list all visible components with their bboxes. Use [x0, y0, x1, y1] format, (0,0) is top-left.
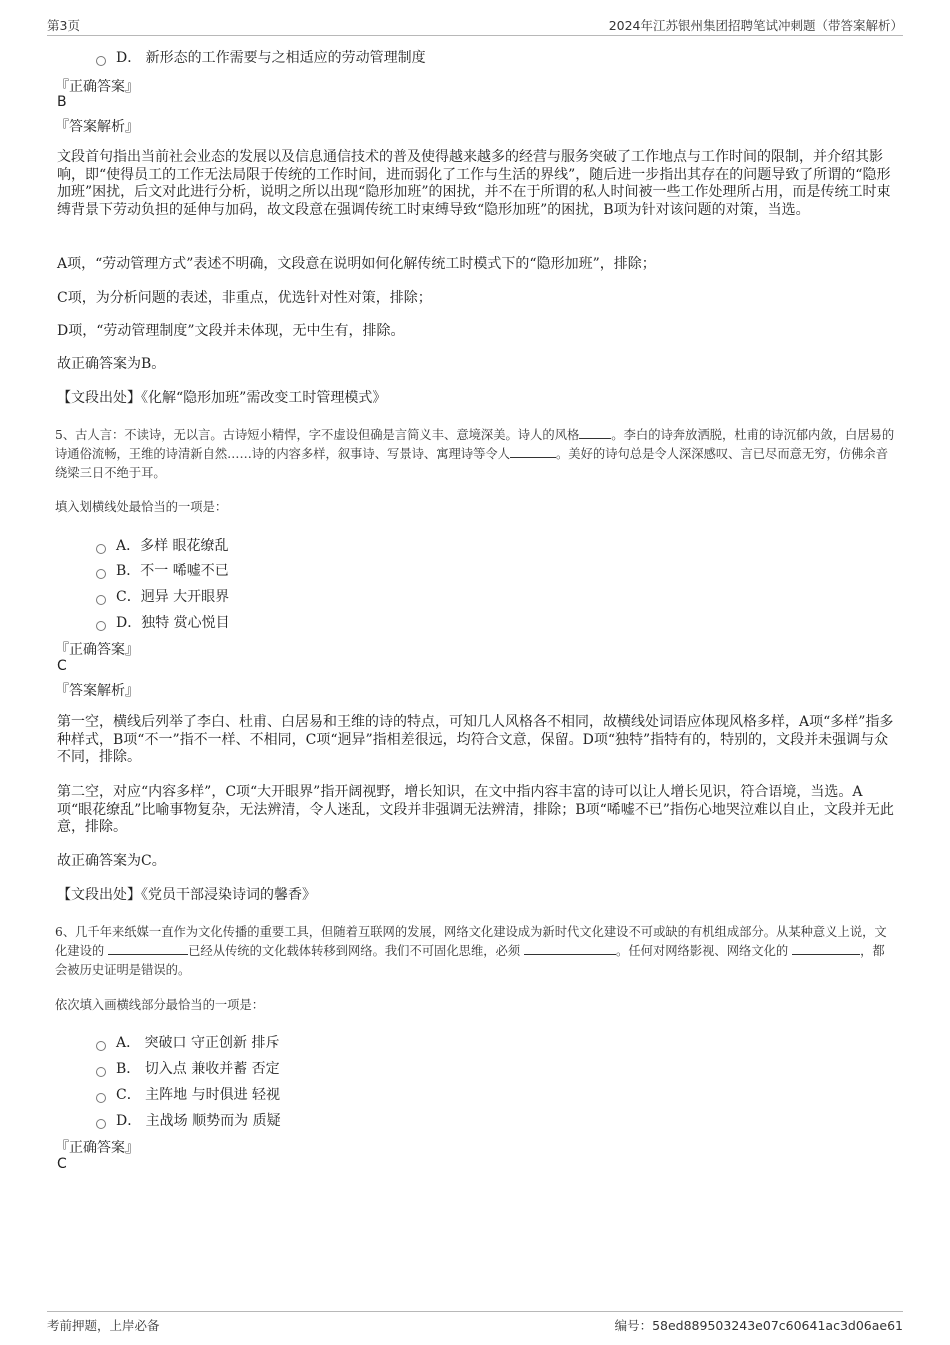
q4-answer: B [57, 94, 67, 110]
q4-analysis-para3: C项，为分析问题的表述，非重点，优选针对性对策，排除； [57, 290, 432, 306]
q5-analysis-para2: 第二空，对应“内容多样”，C项“大开眼界”指开阔视野，增长知识，在文中指内容丰富的诗可以让人增长见识，符合语境，当选。A项“眼花缭乱”比喻事物复杂，无法辨清，令人迷乱，文段并非强调无法辨清，排除；B项“唏嘘不已”指伤心地哭泣难以自止，文段并无此意，排除。 [57, 784, 894, 835]
q6-option-d-label: D． 主战场 顺势而为 质疑 [116, 1113, 281, 1129]
q6-stem [55, 923, 897, 980]
q5-source [57, 887, 897, 905]
q5-analysis-label: 『答案解析』 [55, 683, 139, 699]
q4-analysis-para2: A项，“劳动管理方式”表述不明确，文段意在说明如何化解传统工时模式下的“隐形加班”，排除； [57, 256, 656, 272]
q4-correct-answer-label: 『正确答案』 [55, 79, 139, 95]
q6-answer: C [57, 1156, 67, 1172]
q5-option-d[interactable] [96, 612, 230, 632]
q4-analysis-para4: D项，“劳动管理制度”文段并未体现，无中生有，排除。 [57, 323, 405, 339]
q6-option-c[interactable] [96, 1084, 280, 1104]
q5-option-b[interactable] [96, 560, 229, 580]
page-footer [47, 1311, 903, 1334]
q5-option-a[interactable] [96, 535, 229, 555]
page-header [47, 13, 903, 36]
q5-option-d-label: D．独特 赏心悦目 [116, 615, 230, 631]
q6-stem-part2: 已经从传统的文化载体转移到网络。我们不可固化思维，必须 [188, 944, 525, 958]
q6-option-b[interactable] [96, 1058, 280, 1078]
q5-stem-part2: 。李白的诗奔放洒脱，杜甫的诗沉郁内敛，白居易的诗通俗流畅，王维的诗清新自然……诗的内容多样，叙事诗、写景诗、寓理诗等令人 [55, 428, 895, 461]
q5-source-prefix: 【文段出处】 [57, 887, 141, 903]
q5-answer: C [57, 658, 67, 674]
footer-slogan: 考前押题，上岸必备 [47, 1318, 160, 1333]
q4-source [57, 390, 897, 408]
q4-analysis-label: 『答案解析』 [55, 119, 139, 135]
radio-icon[interactable] [96, 1119, 106, 1129]
q5-option-c-label: C．迥异 大开眼界 [116, 589, 230, 605]
q6-option-a-label: A． 突破口 守正创新 排斥 [116, 1035, 280, 1051]
page-number: 第3页 [47, 18, 80, 33]
radio-icon[interactable] [96, 1041, 106, 1051]
q6-correct-answer-label: 『正确答案』 [55, 1140, 139, 1156]
q5-option-b-label: B．不一 唏嘘不已 [116, 563, 229, 579]
q6-blank-1 [108, 942, 188, 955]
q5-stem [55, 426, 897, 483]
q6-option-c-label: C． 主阵地 与时俱进 轻视 [116, 1087, 281, 1103]
q4-source-prefix: 【文段出处】 [57, 390, 141, 406]
q4-option-d-label: D． 新形态的工作需要与之相适应的劳动管理制度 [116, 50, 426, 66]
q6-option-d[interactable] [96, 1110, 281, 1130]
radio-icon[interactable] [96, 1093, 106, 1103]
radio-icon[interactable] [96, 595, 106, 605]
radio-icon[interactable] [96, 621, 106, 631]
q4-option-d[interactable] [96, 47, 426, 67]
q5-stem-part3: 。美好的诗句总是令人深深感叹、言已尽而意无穷，仿佛余音绕梁三日不绝于耳。 [55, 447, 889, 480]
document-title: 2024年江苏银州集团招聘笔试冲刺题（带答案解析） [608, 18, 903, 33]
q6-prompt: 依次填入画横线部分最恰当的一项是： [55, 998, 265, 1012]
q4-analysis-para1: 文段首句指出当前社会业态的发展以及信息通信技术的普及使得越来越多的经营与服务突破了工作地点与工作时间的限制，并介绍其影响，即“使得员工的工作无法局限于传统的工作时间，进而弱化了工作与生活的界线”，随后进一步指出其存在的问题导致了所谓的“隐形加班”困扰，后文对此进行分析，说明之所以出现“隐形加班”的困扰，并不在于所谓的私人时间被一些工作处理所占用，而是传统工时束缚背景下劳动负担的延伸与加码，故文段意在强调传统工时束缚导致“隐形加班”的困扰，B项为针对该问题的对策，当选。 [57, 149, 891, 218]
q5-stem-part1: 5、古人言：不读诗，无以言。古诗短小精悍，字不虚设但确是言简义丰、意境深美。诗人的风格 [55, 428, 580, 442]
radio-icon[interactable] [96, 1067, 106, 1077]
q6-stem-part4: ，都会被历史证明是错误的。 [55, 944, 885, 977]
q6-stem-part1: 6、几千年来纸媒一直作为文化传播的重要工具，但随着互联网的发展，网络文化建设成为新时代文化建设不可或缺的有机组成部分。从某种意义上说，文化建设的 [55, 925, 887, 958]
radio-icon[interactable] [96, 56, 106, 66]
q5-correct-answer-label: 『正确答案』 [55, 642, 139, 658]
q5-prompt: 填入划横线处最恰当的一项是： [55, 500, 228, 514]
q6-stem-part3: 。任何对网络影视、网络文化的 [616, 944, 793, 958]
q4-source-title: 《化解“隐形加班”需改变工时管理模式》 [141, 390, 387, 406]
footer-serial: 编号：58ed889503243e07c60641ac3d06ae61 [614, 1318, 903, 1333]
q5-option-a-label: A．多样 眼花缭乱 [116, 538, 229, 554]
radio-icon[interactable] [96, 544, 106, 554]
q6-option-a[interactable] [96, 1032, 279, 1052]
q5-blank-2 [510, 445, 556, 458]
q5-blank-1 [579, 426, 611, 439]
q5-analysis-para1: 第一空，横线后列举了李白、杜甫、白居易和王维的诗的特点，可知几人风格各不相同，故横线处词语应体现风格多样，A项“多样”指多种样式，B项“不一”指不一样、不相同，C项“迥异”指相差很远，均符合文意，保留。D项“独特”指特有的，特别的，文段并未强调与众不同，排除。 [57, 714, 894, 765]
q6-option-b-label: B． 切入点 兼收并蓄 否定 [116, 1061, 280, 1077]
q4-analysis-para5: 故正确答案为B。 [57, 356, 166, 372]
q6-blank-3 [792, 942, 860, 955]
q5-analysis-para3: 故正确答案为C。 [57, 853, 166, 869]
q5-source-title: 《党员干部浸染诗词的馨香》 [141, 887, 316, 903]
q5-option-c[interactable] [96, 586, 229, 606]
q6-blank-2 [524, 942, 616, 955]
radio-icon[interactable] [96, 569, 106, 579]
